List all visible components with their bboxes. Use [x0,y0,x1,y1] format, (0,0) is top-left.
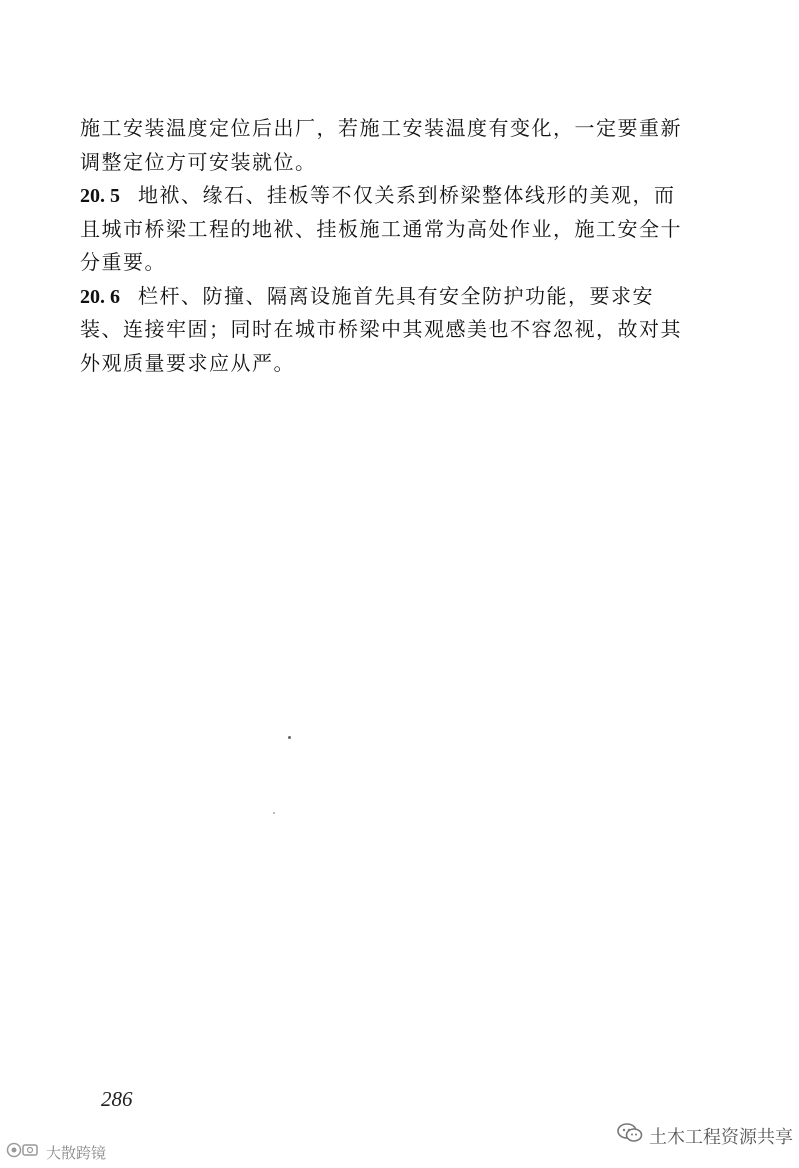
scan-speck [288,736,291,739]
watermark-left-text: 大散跨镜 [46,1143,107,1162]
line-text: 栏杆、防撞、隔离设施首先具有安全防护功能，要求安 [138,283,654,308]
section-line [80,179,706,213]
section-number: 20. 5 [80,185,120,207]
section-line [80,280,706,314]
watermark-left [6,1141,106,1163]
watermark-right [617,1122,793,1149]
text-line [80,112,706,146]
scan-speck [273,812,275,814]
text-line [80,213,706,247]
page-content [80,112,706,380]
wechat-icon [617,1122,643,1149]
line-text: 分重要。 [80,250,166,274]
watermark-right-text: 土木工程资源共享 [649,1126,793,1148]
camera-icon [6,1141,42,1163]
line-text: 且城市桥梁工程的地袱、挂板施工通常为高处作业，施工安全十 [80,216,682,241]
text-line [80,146,706,180]
text-line [80,246,706,280]
line-text: 地袱、缘石、挂板等不仅关系到桥梁整体线形的美观，而 [138,183,676,207]
section-number: 20. 6 [80,285,120,308]
line-text: 调整定位方可安装就位。 [80,149,317,174]
page-number: 286 [101,1087,133,1111]
line-text: 外观质量要求应从严。 [80,350,295,375]
line-text: 装、连接牢固；同时在城市桥梁中其观感美也不容忽视，故对其 [80,317,682,341]
line-text: 施工安装温度定位后出厂，若施工安装温度有变化，一定要重新 [80,116,682,140]
text-line [80,313,706,347]
text-line [80,347,706,381]
